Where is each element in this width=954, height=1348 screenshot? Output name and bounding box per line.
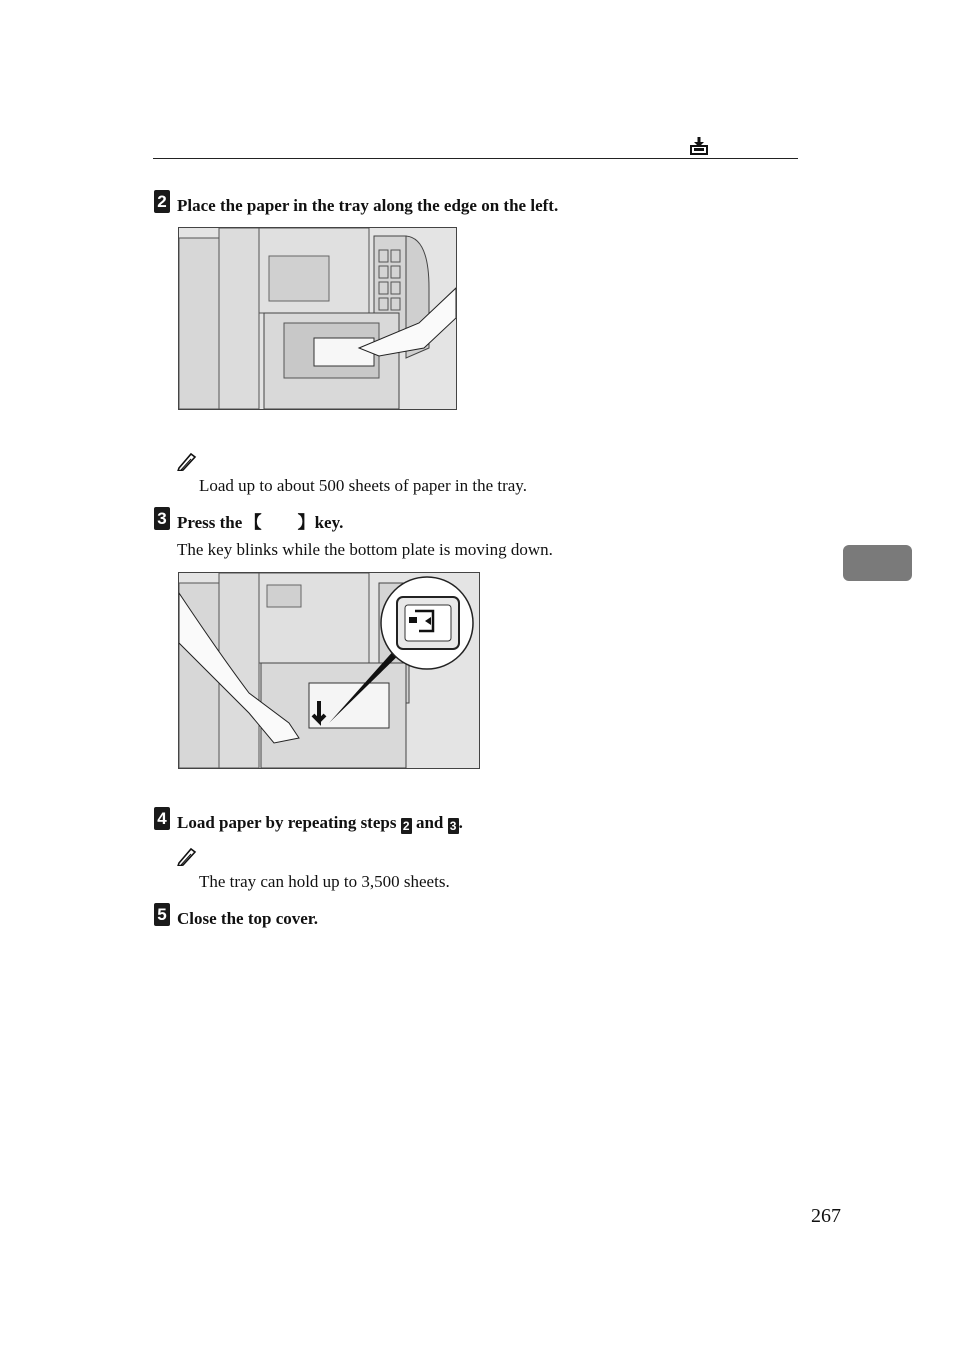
chapter-tab	[843, 545, 912, 581]
machine-key-illustration	[179, 573, 479, 768]
page-number: 267	[811, 1205, 841, 1227]
key-open-bracket: 【	[244, 513, 262, 532]
step-number-2: 2	[154, 190, 170, 213]
machine-tray-illustration	[179, 228, 456, 409]
step-3-heading-suffix: key.	[314, 513, 344, 532]
pencil-note-icon	[177, 451, 199, 471]
step-4-period: .	[458, 813, 463, 832]
step-3-description: The key blinks while the bottom plate is moving down.	[177, 540, 553, 559]
paper-tray-icon	[690, 137, 710, 155]
key-close-bracket: 】	[297, 513, 315, 532]
step-4-conjunction: and	[415, 813, 444, 832]
step-5-heading: Close the top cover.	[177, 909, 319, 928]
pencil-note-icon	[177, 846, 199, 866]
note-text-1: Load up to about 500 sheets of paper in the tray.	[199, 476, 527, 495]
step-3-heading-prefix: Press the	[177, 513, 243, 532]
illustration-press-key	[178, 572, 480, 769]
step-4-heading	[177, 812, 463, 834]
illustration-load-paper	[178, 227, 457, 410]
step-number-4: 4	[154, 807, 170, 830]
step-ref-3: 3	[448, 818, 459, 834]
step-number-3: 3	[154, 507, 170, 530]
step-2-heading: Place the paper in the tray along the edge on the left.	[177, 196, 559, 215]
step-3-heading	[177, 512, 343, 534]
note-text-2: The tray can hold up to 3,500 sheets.	[199, 872, 450, 891]
step-number-5: 5	[154, 903, 170, 926]
step-4-heading-prefix: Load paper by repeating steps	[177, 813, 397, 832]
header-rule	[153, 158, 798, 159]
step-ref-2: 2	[401, 818, 412, 834]
